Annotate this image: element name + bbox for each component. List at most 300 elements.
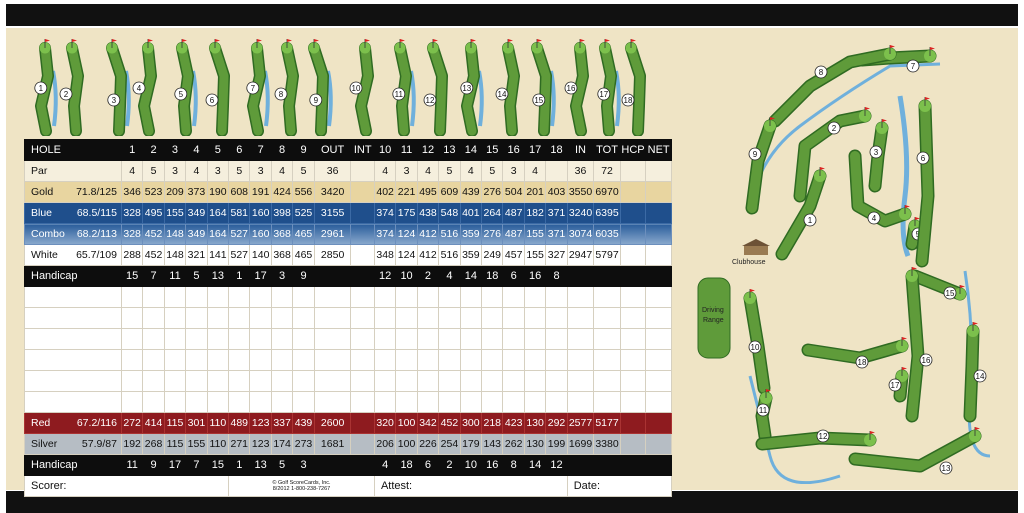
svg-text:4: 4 (136, 83, 142, 93)
score-entry-cell[interactable] (374, 287, 395, 308)
score-entry-cell[interactable] (417, 329, 438, 350)
score-entry-cell[interactable] (293, 329, 314, 350)
hole-number: 5 (207, 140, 228, 161)
handicap-cell: 8 (546, 266, 567, 287)
score-entry-cell[interactable] (121, 287, 142, 308)
score-entry-cell[interactable] (229, 308, 250, 329)
score-entry-cell[interactable] (351, 350, 374, 371)
yardage-cell: 403 (546, 182, 567, 203)
score-entry-cell[interactable] (417, 350, 438, 371)
yardage-in: 2577 (567, 413, 594, 434)
handicap-cell: 7 (143, 266, 164, 287)
score-entry-cell[interactable] (567, 371, 594, 392)
hole-number: 14 (460, 140, 481, 161)
score-entry-cell[interactable] (524, 308, 545, 329)
handicap-cell: 7 (186, 455, 207, 476)
score-entry-cell[interactable] (439, 350, 460, 371)
yardage-cell: 164 (207, 203, 228, 224)
score-entry-cell[interactable] (186, 392, 207, 413)
par-cell: 3 (164, 161, 185, 182)
score-entry-cell[interactable] (164, 350, 185, 371)
yardage-cell: 581 (229, 203, 250, 224)
yardage-cell: 264 (482, 203, 503, 224)
yardage-cell: 155 (524, 224, 545, 245)
score-entry-cell[interactable] (594, 350, 621, 371)
handicap-blank (646, 455, 672, 476)
svg-text:4: 4 (871, 213, 877, 223)
silver-tee-row (25, 434, 672, 455)
score-entry-cell[interactable] (250, 350, 271, 371)
hole-diagram (175, 39, 188, 131)
score-entry-cell[interactable] (351, 392, 374, 413)
yardage-cell: 371 (546, 224, 567, 245)
score-entry-cell[interactable] (646, 350, 672, 371)
score-entry-cell[interactable] (567, 287, 594, 308)
score-entry-cell[interactable] (417, 371, 438, 392)
hole-number: 1 (121, 140, 142, 161)
score-entry-cell[interactable] (271, 350, 292, 371)
yardage-cell: 271 (229, 434, 250, 455)
score-entry-cell[interactable] (482, 371, 503, 392)
score-entry-cell[interactable] (396, 329, 417, 350)
score-entry-cell[interactable] (351, 287, 374, 308)
yardage-cell: 254 (439, 434, 460, 455)
score-entry-cell[interactable] (314, 350, 351, 371)
hole-number-icon (815, 66, 827, 78)
yardage-cell: 123 (250, 413, 271, 434)
score-entry-cell[interactable] (374, 392, 395, 413)
score-entry-cell[interactable] (524, 371, 545, 392)
hole-diagram (350, 39, 371, 131)
score-entry-cell[interactable] (546, 329, 567, 350)
yardage-cell: 218 (482, 413, 503, 434)
score-entry-cell[interactable] (439, 371, 460, 392)
score-entry-cell[interactable] (143, 308, 164, 329)
score-entry-cell[interactable] (396, 392, 417, 413)
hole-number-icon (940, 462, 952, 474)
yardage-cell: 182 (524, 203, 545, 224)
yardage-cell: 525 (293, 203, 314, 224)
yardage-cell: 115 (164, 434, 185, 455)
score-entry-cell[interactable] (25, 308, 122, 329)
net-cell (646, 224, 672, 245)
tee-rating: 71.8/125 (76, 186, 117, 198)
score-entry-cell[interactable] (646, 308, 672, 329)
yardage-int (351, 413, 374, 434)
score-entry-cell[interactable] (620, 287, 646, 308)
top-bar (6, 4, 1018, 26)
score-entry-cell[interactable] (524, 392, 545, 413)
hole-number: 16 (503, 140, 524, 161)
clubhouse-icon (744, 246, 768, 255)
hole-diagram (461, 39, 477, 131)
handicap-cell: 3 (271, 266, 292, 287)
score-entry-cell[interactable] (396, 371, 417, 392)
yardage-cell: 209 (164, 182, 185, 203)
yardage-cell: 100 (396, 434, 417, 455)
score-entry-cell[interactable] (567, 329, 594, 350)
hole-number-icon (868, 212, 880, 224)
score-entry-cell[interactable] (482, 329, 503, 350)
yardage-tot: 6395 (594, 203, 621, 224)
yardage-cell: 155 (164, 203, 185, 224)
score-entry-cell[interactable] (439, 287, 460, 308)
hole-number-icon (757, 404, 769, 416)
score-entry-cell[interactable] (121, 329, 142, 350)
yardage-cell: 349 (186, 224, 207, 245)
gold-tee-label (25, 182, 122, 203)
score-entry-cell[interactable] (271, 329, 292, 350)
svg-text:9: 9 (313, 95, 319, 105)
hole-diagram (35, 39, 51, 131)
yardage-cell: 148 (164, 245, 185, 266)
yardage-cell: 465 (293, 224, 314, 245)
score-entry-cell[interactable] (417, 308, 438, 329)
score-entry-cell[interactable] (646, 392, 672, 413)
score-entry-cell[interactable] (417, 392, 438, 413)
yardage-cell: 130 (524, 434, 545, 455)
score-entry-cell[interactable] (594, 287, 621, 308)
score-entry-cell[interactable] (207, 371, 228, 392)
score-entry-cell[interactable] (482, 308, 503, 329)
score-entry-cell[interactable] (164, 371, 185, 392)
course-hole-3 (870, 119, 888, 186)
score-entry-cell[interactable] (567, 350, 594, 371)
yardage-cell: 292 (546, 413, 567, 434)
score-entry-cell[interactable] (143, 329, 164, 350)
score-entry-cell[interactable] (121, 350, 142, 371)
hcp-cell (620, 413, 646, 434)
score-entry-cell[interactable] (567, 392, 594, 413)
score-entry-cell[interactable] (25, 371, 122, 392)
score-entry-cell[interactable] (620, 308, 646, 329)
hole-number-icon (817, 430, 829, 442)
handicap-label: Handicap (25, 266, 122, 287)
score-entry-cell[interactable] (620, 350, 646, 371)
date-label[interactable]: Date: (567, 476, 671, 497)
yardage-cell: 192 (121, 434, 142, 455)
hcp-cell (620, 224, 646, 245)
par-cell: 4 (460, 161, 481, 182)
yardage-cell: 201 (524, 182, 545, 203)
hole-number-icon (749, 148, 761, 160)
hole-number-icon (622, 94, 634, 106)
score-entry-cell[interactable] (314, 308, 351, 329)
red-tee-row (25, 413, 672, 434)
score-entry-cell[interactable] (121, 308, 142, 329)
score-entry-cell[interactable] (503, 329, 524, 350)
score-entry-cell[interactable] (460, 287, 481, 308)
yardage-int (351, 203, 374, 224)
score-entry-cell[interactable] (524, 287, 545, 308)
yardage-cell: 199 (546, 434, 567, 455)
score-entry-cell[interactable] (25, 350, 122, 371)
attest-label[interactable]: Attest: (374, 476, 567, 497)
score-entry-cell[interactable] (396, 308, 417, 329)
svg-text:15: 15 (534, 95, 544, 105)
score-entry-cell[interactable] (482, 392, 503, 413)
handicap-cell: 5 (186, 266, 207, 287)
score-entry-cell[interactable] (460, 392, 481, 413)
score-entry-cell[interactable] (229, 350, 250, 371)
score-entry-cell[interactable] (207, 287, 228, 308)
score-entry-cell[interactable] (460, 308, 481, 329)
score-entry-cell[interactable] (439, 308, 460, 329)
yardage-cell: 349 (186, 203, 207, 224)
svg-text:6: 6 (209, 95, 215, 105)
score-entry-cell[interactable] (164, 287, 185, 308)
score-entry-cell[interactable] (396, 350, 417, 371)
handicap-cell: 14 (460, 266, 481, 287)
score-entry-cell[interactable] (186, 287, 207, 308)
yardage-cell: 273 (293, 434, 314, 455)
hole-number-icon (974, 370, 986, 382)
yardage-cell: 348 (374, 245, 395, 266)
score-entry-cell[interactable] (250, 392, 271, 413)
score-entry-cell[interactable] (186, 308, 207, 329)
score-entry-cell[interactable] (271, 371, 292, 392)
svg-text:14: 14 (497, 89, 507, 99)
score-entry-cell[interactable] (186, 350, 207, 371)
score-entry-cell[interactable] (460, 350, 481, 371)
hole-diagram (622, 39, 640, 131)
score-entry-cell[interactable] (271, 308, 292, 329)
net-cell (646, 434, 672, 455)
score-entry-cell[interactable] (503, 371, 524, 392)
svg-text:7: 7 (250, 83, 256, 93)
score-entry-cell[interactable] (25, 287, 122, 308)
hole-number-icon (175, 88, 187, 100)
yardage-cell: 374 (374, 224, 395, 245)
score-entry-cell[interactable] (164, 392, 185, 413)
yardage-cell: 140 (250, 245, 271, 266)
score-entry-cell[interactable] (293, 350, 314, 371)
yardage-cell: 288 (121, 245, 142, 266)
yardage-cell: 155 (186, 434, 207, 455)
score-entry-cell[interactable] (229, 287, 250, 308)
score-entry-cell[interactable] (271, 287, 292, 308)
yardage-cell: 452 (143, 224, 164, 245)
score-entry-cell[interactable] (314, 287, 351, 308)
score-entry-cell[interactable] (229, 371, 250, 392)
score-entry-cell[interactable] (271, 392, 292, 413)
score-entry-cell[interactable] (186, 329, 207, 350)
score-entry-cell[interactable] (594, 371, 621, 392)
par-cell: 4 (524, 161, 545, 182)
score-entry-cell[interactable] (143, 371, 164, 392)
score-entry-cell[interactable] (594, 392, 621, 413)
hole-number: 18 (546, 140, 567, 161)
score-entry-cell[interactable] (250, 371, 271, 392)
score-entry-cell[interactable] (594, 329, 621, 350)
score-entry-cell[interactable] (207, 392, 228, 413)
score-entry-cell[interactable] (503, 392, 524, 413)
driving-range (698, 278, 730, 358)
score-entry-cell[interactable] (121, 371, 142, 392)
hole-number: 9 (293, 140, 314, 161)
score-entry-cell[interactable] (546, 308, 567, 329)
hole-number-icon (533, 94, 545, 106)
driving-range-label-1: Driving (702, 307, 724, 314)
yardage-cell: 342 (417, 413, 438, 434)
score-entry-cell[interactable] (546, 392, 567, 413)
tee-name: Gold (31, 186, 54, 198)
score-entry-cell[interactable] (293, 287, 314, 308)
yardage-cell: 337 (271, 413, 292, 434)
score-entry-cell[interactable] (351, 308, 374, 329)
score-entry-cell[interactable] (439, 392, 460, 413)
yardage-cell: 373 (186, 182, 207, 203)
score-entry-cell[interactable] (546, 287, 567, 308)
score-entry-cell[interactable] (229, 392, 250, 413)
score-entry-cell[interactable] (143, 287, 164, 308)
white-tee-row (25, 245, 672, 266)
score-entry-cell[interactable] (121, 392, 142, 413)
score-entry-cell[interactable] (293, 371, 314, 392)
score-entry-cell[interactable] (417, 287, 438, 308)
hole-number-icon (828, 122, 840, 134)
score-entry-cell[interactable] (503, 350, 524, 371)
yardage-cell: 141 (207, 245, 228, 266)
yardage-cell: 124 (396, 224, 417, 245)
score-entry-cell[interactable] (164, 329, 185, 350)
par-cell: 4 (121, 161, 142, 182)
par-cell: 3 (396, 161, 417, 182)
copyright-line-1: © Golf ScoreCards, Inc. (272, 480, 331, 486)
svg-text:12: 12 (818, 431, 828, 441)
score-entry-cell[interactable] (439, 329, 460, 350)
score-entry-cell[interactable] (460, 329, 481, 350)
score-entry-cell[interactable] (374, 350, 395, 371)
hole-number-icon (907, 60, 919, 72)
handicap-cell: 2 (417, 266, 438, 287)
score-entry-cell[interactable] (351, 329, 374, 350)
yardage-cell: 609 (439, 182, 460, 203)
score-entry-cell[interactable] (293, 308, 314, 329)
score-entry-cell[interactable] (482, 350, 503, 371)
score-entry-cell[interactable] (374, 308, 395, 329)
score-entry-cell[interactable] (314, 371, 351, 392)
svg-text:9: 9 (752, 149, 758, 159)
score-entry-cell[interactable] (374, 371, 395, 392)
yardage-out: 2600 (314, 413, 351, 434)
score-entry-cell[interactable] (207, 308, 228, 329)
score-entry-cell[interactable] (567, 308, 594, 329)
score-entry-cell[interactable] (314, 329, 351, 350)
hcp-cell (620, 182, 646, 203)
score-entry-cell[interactable] (207, 329, 228, 350)
score-entry-cell[interactable] (646, 287, 672, 308)
hcp-header: HCP (620, 140, 646, 161)
score-entry-cell[interactable] (229, 329, 250, 350)
yardage-cell: 346 (121, 182, 142, 203)
scorecard-table (24, 139, 672, 497)
hole-number: 11 (396, 140, 417, 161)
score-entry-cell[interactable] (524, 350, 545, 371)
yardage-cell: 359 (460, 224, 481, 245)
hole-number: 6 (229, 140, 250, 161)
score-entry-cell[interactable] (503, 287, 524, 308)
handicap-cell: 5 (271, 455, 292, 476)
svg-text:11: 11 (758, 405, 768, 415)
handicap-cell: 18 (396, 455, 417, 476)
score-entry-cell[interactable] (594, 308, 621, 329)
int-header: INT (351, 140, 374, 161)
score-entry-cell[interactable] (620, 371, 646, 392)
score-entry-cell[interactable] (143, 350, 164, 371)
hole-row (25, 140, 672, 161)
hole-number-icon (310, 94, 322, 106)
score-entry-cell[interactable] (646, 371, 672, 392)
par-int (351, 161, 374, 182)
score-entry-cell[interactable] (620, 329, 646, 350)
score-entry-cell[interactable] (546, 371, 567, 392)
yardage-cell: 424 (271, 182, 292, 203)
score-entry-cell[interactable] (482, 287, 503, 308)
score-entry-cell[interactable] (524, 329, 545, 350)
score-entry-cell[interactable] (25, 392, 122, 413)
score-entry-cell[interactable] (460, 371, 481, 392)
score-entry-cell[interactable] (25, 329, 122, 350)
handicap-label: Handicap (25, 455, 122, 476)
scorer-label[interactable]: Scorer: (25, 476, 229, 497)
score-entry-cell[interactable] (186, 371, 207, 392)
score-entry-cell[interactable] (620, 392, 646, 413)
clubhouse-label: Clubhouse (732, 259, 766, 266)
yardage-int (351, 224, 374, 245)
score-entry-cell[interactable] (207, 350, 228, 371)
handicap-cell: 12 (374, 266, 395, 287)
yardage-cell: 516 (439, 245, 460, 266)
par-cell: 4 (271, 161, 292, 182)
handicap-cell: 8 (503, 455, 524, 476)
yardage-cell: 155 (524, 245, 545, 266)
score-entry-cell[interactable] (546, 350, 567, 371)
yardage-cell: 527 (229, 245, 250, 266)
hole-number-icon (804, 214, 816, 226)
score-entry-cell[interactable] (293, 392, 314, 413)
score-entry-cell[interactable] (250, 308, 271, 329)
course-hole-18 (808, 337, 908, 368)
tee-name: Combo (31, 228, 65, 240)
score-entry-cell[interactable] (250, 329, 271, 350)
score-entry-cell[interactable] (250, 287, 271, 308)
hole-number-icon (856, 356, 868, 368)
handicap-blank (567, 266, 594, 287)
svg-text:2: 2 (63, 89, 69, 99)
hole-diagram (393, 39, 406, 131)
handicap-cell: 6 (503, 266, 524, 287)
clubhouse (732, 239, 770, 266)
score-entry-cell[interactable] (374, 329, 395, 350)
yardage-cell: 160 (250, 203, 271, 224)
svg-text:5: 5 (178, 89, 184, 99)
score-entry-cell[interactable] (503, 308, 524, 329)
score-entry-cell[interactable] (351, 371, 374, 392)
score-entry-cell[interactable] (396, 287, 417, 308)
hole-number-icon (247, 82, 259, 94)
score-entry-cell[interactable] (646, 329, 672, 350)
score-entry-cell[interactable] (164, 308, 185, 329)
score-entry-row (25, 287, 672, 308)
course-map (690, 36, 1012, 484)
svg-text:1: 1 (807, 215, 813, 225)
hole-number: 4 (186, 140, 207, 161)
score-entry-cell[interactable] (143, 392, 164, 413)
score-entry-cell[interactable] (314, 392, 351, 413)
tee-name: White (31, 249, 58, 261)
yardage-tot: 5177 (594, 413, 621, 434)
